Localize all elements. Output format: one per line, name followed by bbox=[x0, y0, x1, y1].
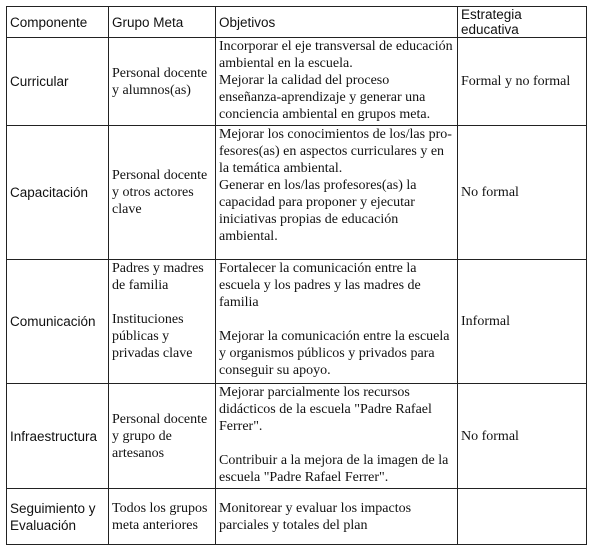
objetivo-text: Contribuir a la mejora de la imagen de la escuela "Padre Rafael Ferrer". bbox=[219, 453, 449, 485]
grupo-text: Todos los grupos meta anteriores bbox=[112, 500, 208, 533]
header-row bbox=[7, 7, 587, 38]
cell-componente: Capacitación bbox=[7, 126, 109, 260]
table-row bbox=[7, 38, 587, 126]
objetivo-text: Generar en los/las profesores(as) la capacidad para proponer y ejecutar iniciativas propias de educación ambiental. bbox=[219, 178, 417, 244]
objetivo-text: Mejorar los conocimientos de los/las pro-fesores(as) en aspectos curriculares y en la temática ambiental. bbox=[219, 127, 452, 176]
cell-componente: Curricular bbox=[7, 38, 109, 126]
grupo-text: Personal docente y otros actores clave bbox=[112, 168, 208, 217]
cell-objetivos bbox=[216, 38, 458, 126]
cell-estrategia: No formal bbox=[458, 126, 587, 260]
cell-grupo bbox=[109, 260, 216, 384]
objetivo-text: Incorporar el eje transversal de educación ambiental en la escuela. bbox=[219, 39, 453, 71]
grupo-text: Personal docente y grupo de artesanos bbox=[112, 411, 208, 461]
table-row bbox=[7, 489, 587, 545]
cell-objetivos bbox=[216, 489, 458, 545]
header-estrategia: Estrategia educativa bbox=[458, 7, 587, 38]
cell-estrategia: Formal y no formal bbox=[458, 38, 587, 126]
cell-estrategia: No formal bbox=[458, 384, 587, 489]
objetivo-text: Mejorar la comunicación entre la escuela y organismos públicos y privados para conseguir su apoyo. bbox=[219, 329, 450, 378]
table-row bbox=[7, 384, 587, 489]
header-componente: Componente bbox=[7, 7, 109, 38]
cell-objetivos bbox=[216, 384, 458, 489]
cell-grupo bbox=[109, 126, 216, 260]
objetivo-text: Mejorar la calidad del proceso enseñanza-aprendizaje y generar una conciencia ambiental en grupos meta. bbox=[219, 73, 431, 122]
objetivo-text: Fortalecer la comunicación entre la escuela y los padres y las madres de familia bbox=[219, 261, 421, 310]
cell-componente: Infraestructura bbox=[7, 384, 109, 489]
table-container bbox=[6, 6, 587, 545]
cell-componente: Comunicación bbox=[7, 260, 109, 384]
cell-grupo bbox=[109, 384, 216, 489]
cell-grupo bbox=[109, 489, 216, 545]
cell-componente: Seguimiento y Evaluación bbox=[7, 489, 109, 545]
cell-grupo bbox=[109, 38, 216, 126]
cell-objetivos bbox=[216, 126, 458, 260]
table-row bbox=[7, 260, 587, 384]
strategy-table bbox=[6, 6, 587, 545]
grupo-text: Personal docente y alumnos(as) bbox=[112, 65, 208, 98]
cell-objetivos bbox=[216, 260, 458, 384]
grupo-text: Padres y madres de familia bbox=[112, 261, 204, 293]
table-row bbox=[7, 126, 587, 260]
objetivo-text: Mejorar parcialmente los recursos didácticos de la escuela "Padre Rafael Ferrer". bbox=[219, 385, 432, 434]
grupo-text: Instituciones públicas y privadas clave bbox=[112, 312, 193, 361]
header-grupo-meta: Grupo Meta bbox=[109, 7, 216, 38]
cell-estrategia: Informal bbox=[458, 260, 587, 384]
cell-estrategia bbox=[458, 489, 587, 545]
header-objetivos: Objetivos bbox=[216, 7, 458, 38]
objetivo-text: Monitorear y evaluar los impactos parciales y totales del plan bbox=[219, 500, 412, 533]
